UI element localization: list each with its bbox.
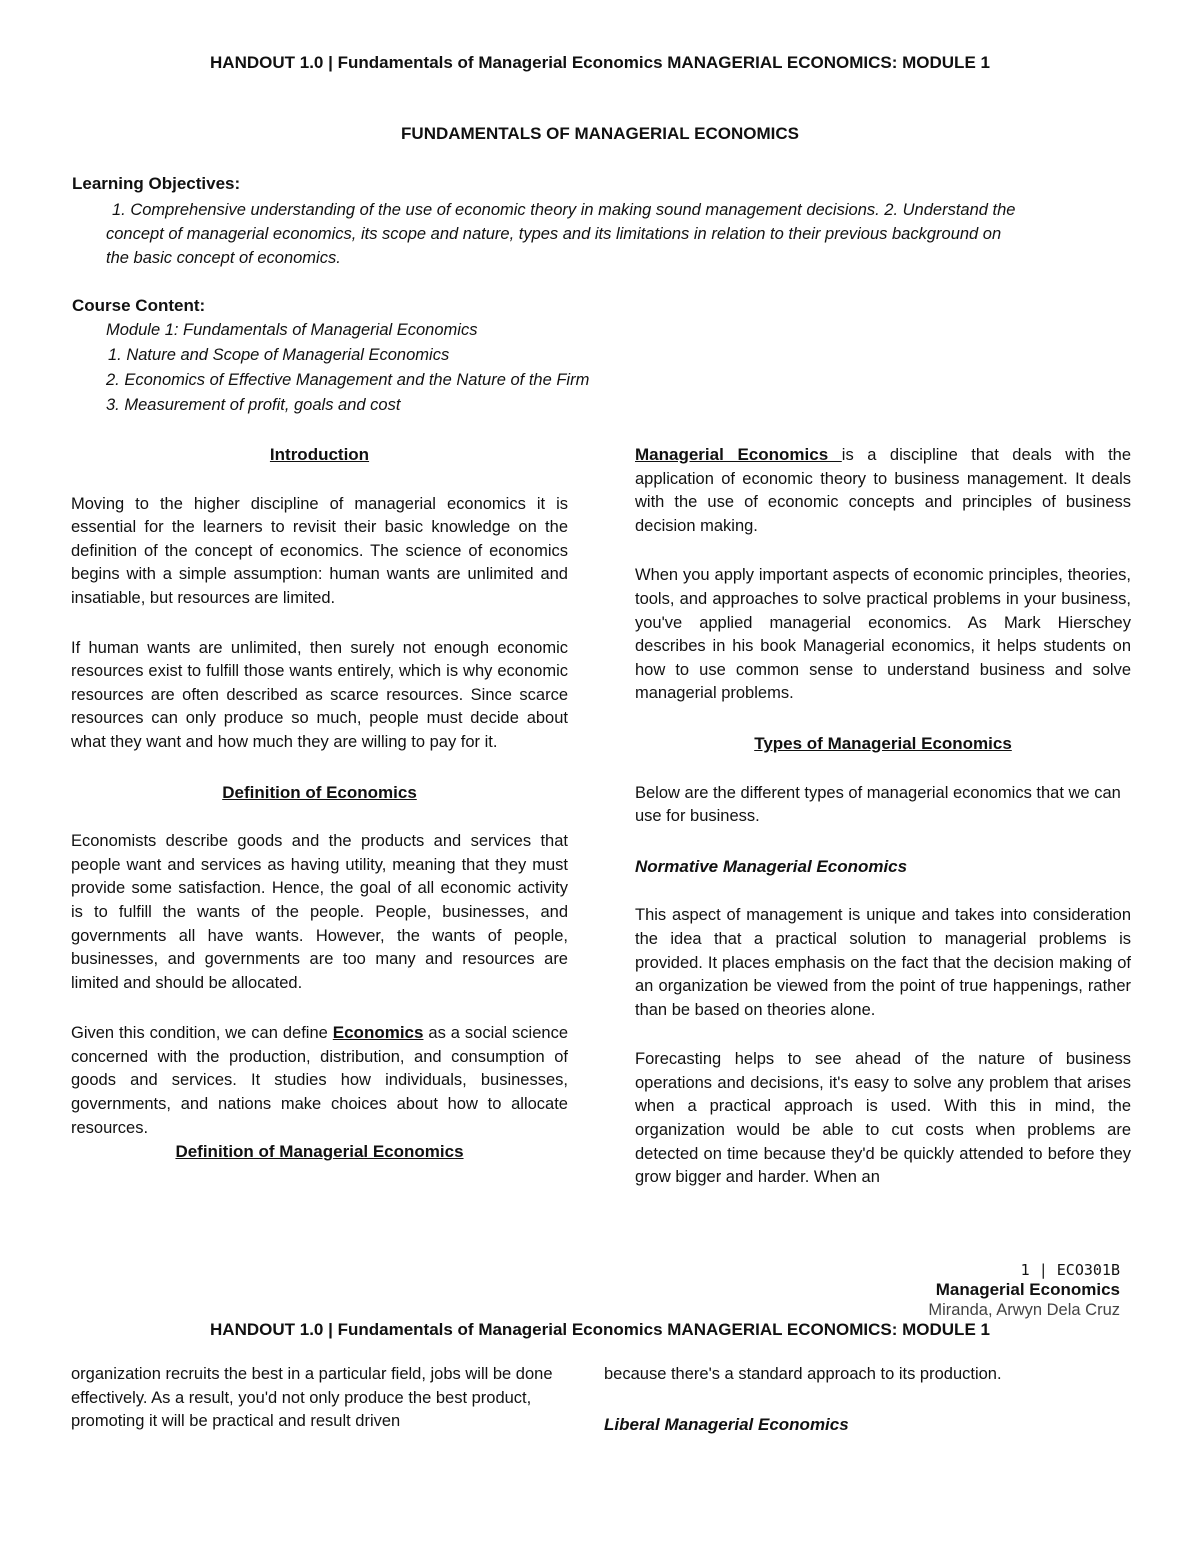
- handout-header: HANDOUT 1.0 | Fundamentals of Managerial Economics MANAGERIAL ECONOMICS: MODULE 1: [210, 53, 990, 72]
- page-footer: [928, 1260, 1120, 1320]
- left-column: [71, 443, 568, 1164]
- introduction-paragraph-1: Moving to the higher discipline of managerial economics it is essential for the learners to revisit their basic knowledge on the definition of the concept of economics. The science of economics begins with a simple assumption: human wants are unlimited and insatiable, but resources are limited.: [71, 494, 568, 607]
- normative-heading: Normative Managerial Economics: [635, 856, 908, 876]
- learning-objectives-label: Learning Objectives:: [72, 174, 241, 193]
- application-paragraph: When you apply important aspects of economic principles, theories, tools, and approaches to solve practical problems in your business, you've applied managerial economics. As Mark Hierschey describes in his book Managerial economics, it helps students on how to use common sense to understand business and solve managerial problems.: [635, 566, 1131, 703]
- learning-objectives-text: [106, 198, 1146, 270]
- footer-course: Managerial Economics: [935, 1280, 1120, 1299]
- definition-of-economics-heading: Definition of Economics: [222, 782, 417, 802]
- page-2-right-text: because there's a standard approach to its production.: [604, 1365, 1002, 1383]
- types-intro: Below are the different types of managerial economics that we can use for business.: [635, 783, 1121, 826]
- definition-text-before: Given this condition, we can define: [71, 1024, 333, 1043]
- course-item: 3. Measurement of profit, goals and cost: [106, 396, 401, 414]
- definition-of-managerial-economics-heading: Definition of Managerial Economics: [175, 1142, 464, 1162]
- managerial-economics-term: Managerial Economics: [635, 445, 842, 464]
- page-number: 1 | ECO301B: [1020, 1261, 1120, 1279]
- managerial-economics-definition: is a discipline that deals with the application of economic theory to business management. It deals with the use of economic concepts and principles of business decision making.: [635, 446, 1132, 535]
- course-item: Module 1: Fundamentals of Managerial Economics: [106, 321, 478, 339]
- objective-line-1: 1. Comprehensive understanding of the use of economic theory in making sound management decisions. 2. Understand the: [112, 201, 1016, 219]
- document-title: FUNDAMENTALS OF MANAGERIAL ECONOMICS: [401, 124, 799, 143]
- course-content-label: Course Content:: [72, 296, 206, 315]
- right-column: [635, 443, 1131, 1216]
- course-content-list: [106, 318, 589, 418]
- definition-text-after: as a social science concerned with the production, distribution, and consumption of goods and services. It studies how individuals, businesses, governments, and nations make choices about how to allocate resources.: [71, 1024, 568, 1137]
- normative-paragraph-2: Forecasting helps to see ahead of the nature of business operations and decisions, it's easy to solve any problem that arises when a practical approach is used. With this in mind, the organization would be able to cut costs when problems are detected on time because they'd be quickly attended to before they grow bigger and harder. When an: [635, 1050, 1131, 1187]
- course-item: 1. Nature and Scope of Managerial Economics: [108, 346, 450, 364]
- types-heading: Types of Managerial Economics: [754, 733, 1012, 753]
- economics-term: Economics: [332, 1023, 424, 1043]
- normative-paragraph-1: This aspect of management is unique and takes into consideration the idea that a practical solution to managerial problems is provided. It places emphasis on the fact that the decision making of an organization be viewed from the point of true happenings, rather than be based on theories alone.: [635, 906, 1131, 1019]
- course-item: 2. Economics of Effective Management and the Nature of the Firm: [106, 371, 590, 389]
- page-2-left-text: organization recruits the best in a particular field, jobs will be done effectively. As a result, you'd not only produce the best product, promoting it will be practical and result driven: [71, 1365, 553, 1431]
- footer-author: Miranda, Arwyn Dela Cruz: [928, 1301, 1120, 1319]
- introduction-heading: Introduction: [269, 445, 370, 464]
- objective-line-2: concept of managerial economics, its scope and nature, types and its limitations in relation to their previous background on: [106, 225, 1002, 243]
- definition-paragraph-1: Economists describe goods and the products and services that people want and services as having utility, meaning that they must provide some satisfaction. Hence, the goal of all economic activity is to fulfill the wants of the people. People, businesses, and governments all have wants. However, the wants of people, businesses, and governments are too many and resources are limited and should be allocated.: [71, 832, 568, 992]
- liberal-heading: Liberal Managerial Economics: [604, 1414, 849, 1434]
- definition-paragraph-2: [71, 1021, 568, 1140]
- introduction-paragraph-2: If human wants are unlimited, then surely not enough economic resources exist to fulfill those wants entirely, which is why economic resources are often described as scarce resources. Since scarce resources can only produce so much, people must decide about what they want and how much they are willing to pay for it.: [71, 638, 568, 751]
- managerial-economics-paragraph: [635, 443, 1131, 538]
- page-2-right-column: [604, 1363, 1134, 1436]
- objective-line-3: the basic concept of economics.: [106, 249, 341, 267]
- handout-header-page-2: HANDOUT 1.0 | Fundamentals of Managerial Economics MANAGERIAL ECONOMICS: MODULE 1: [210, 1320, 990, 1339]
